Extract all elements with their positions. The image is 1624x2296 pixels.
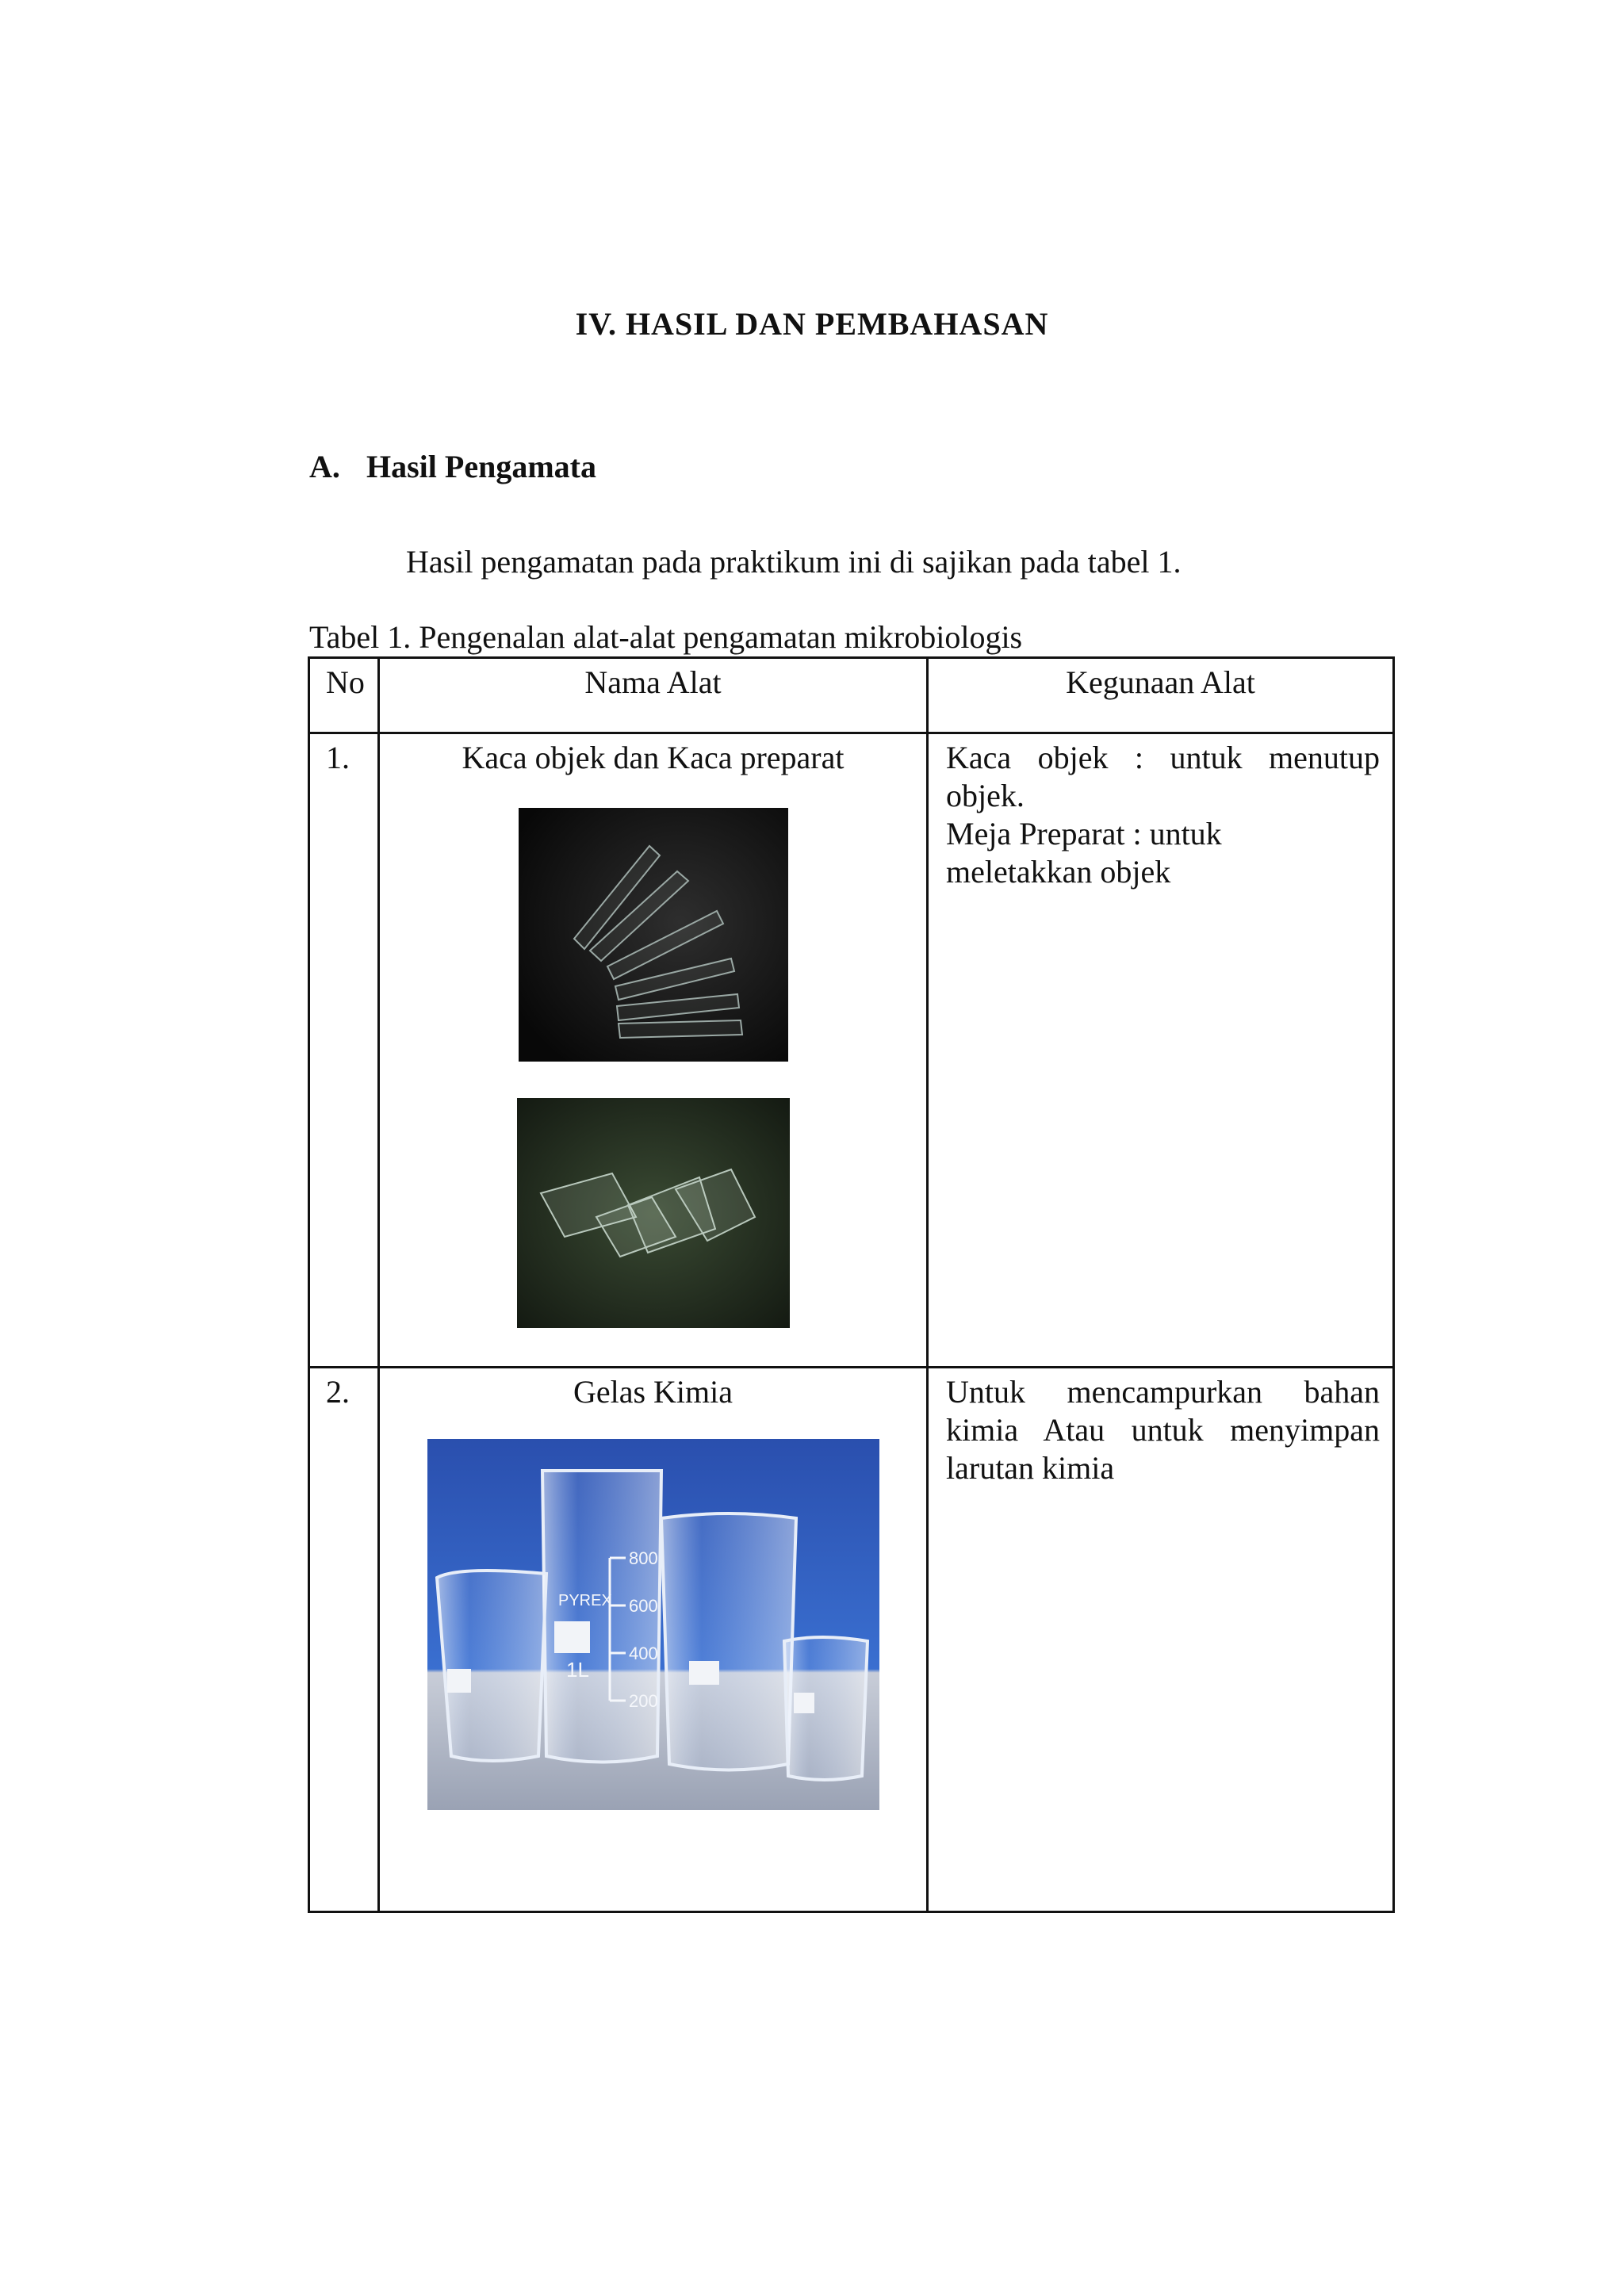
tool-name: Gelas Kimia — [573, 1374, 733, 1410]
observation-table — [308, 656, 1395, 1913]
table-caption: Tabel 1. Pengenalan alat-alat pengamatan mikrobiologis — [309, 619, 1023, 655]
use-line: Meja Preparat : untuk — [946, 816, 1222, 851]
use-line: kimia Atau untuk menyimpan — [946, 1412, 1380, 1448]
tool-name-cell — [379, 733, 928, 1368]
tool-use-cell — [928, 733, 1394, 1368]
beakers-photo — [427, 1439, 879, 1810]
section-title: Hasil Pengamata — [366, 449, 596, 484]
header-no: No — [309, 658, 379, 733]
chapter-title: IV. HASIL DAN PEMBAHASAN — [575, 306, 1049, 342]
use-line: Untuk mencampurkan bahan — [946, 1374, 1380, 1410]
use-line: Kaca objek : untuk menutup — [946, 740, 1380, 775]
beaker-mark: 400 — [628, 1644, 658, 1663]
row-number: 2. — [309, 1368, 379, 1912]
beaker-mark: 200 — [628, 1691, 658, 1711]
microscope-slides-photo — [519, 808, 788, 1062]
section-number: A. — [309, 449, 340, 484]
use-line: objek. — [946, 778, 1025, 813]
table-header-row — [309, 658, 1394, 733]
cover-glass-photo — [517, 1098, 790, 1328]
tool-use-cell — [928, 1368, 1394, 1912]
tool-name: Kaca objek dan Kaca preparat — [462, 740, 845, 775]
beaker-mark: 600 — [628, 1596, 658, 1616]
use-line: meletakkan objek — [946, 854, 1171, 890]
row-number: 1. — [309, 733, 379, 1368]
tool-name-cell — [379, 1368, 928, 1912]
table-row — [309, 733, 1394, 1368]
intro-paragraph: Hasil pengamatan pada praktikum ini di sajikan pada tabel 1. — [406, 544, 1182, 580]
use-line: larutan kimia — [946, 1450, 1115, 1486]
beaker-mark: 800 — [628, 1548, 658, 1568]
header-name: Nama Alat — [379, 658, 928, 733]
beaker-volume: 1L — [565, 1658, 589, 1682]
section-heading — [309, 448, 596, 485]
beaker-brand: PYREX — [557, 1592, 612, 1609]
header-use: Kegunaan Alat — [928, 658, 1394, 733]
table-row — [309, 1368, 1394, 1912]
